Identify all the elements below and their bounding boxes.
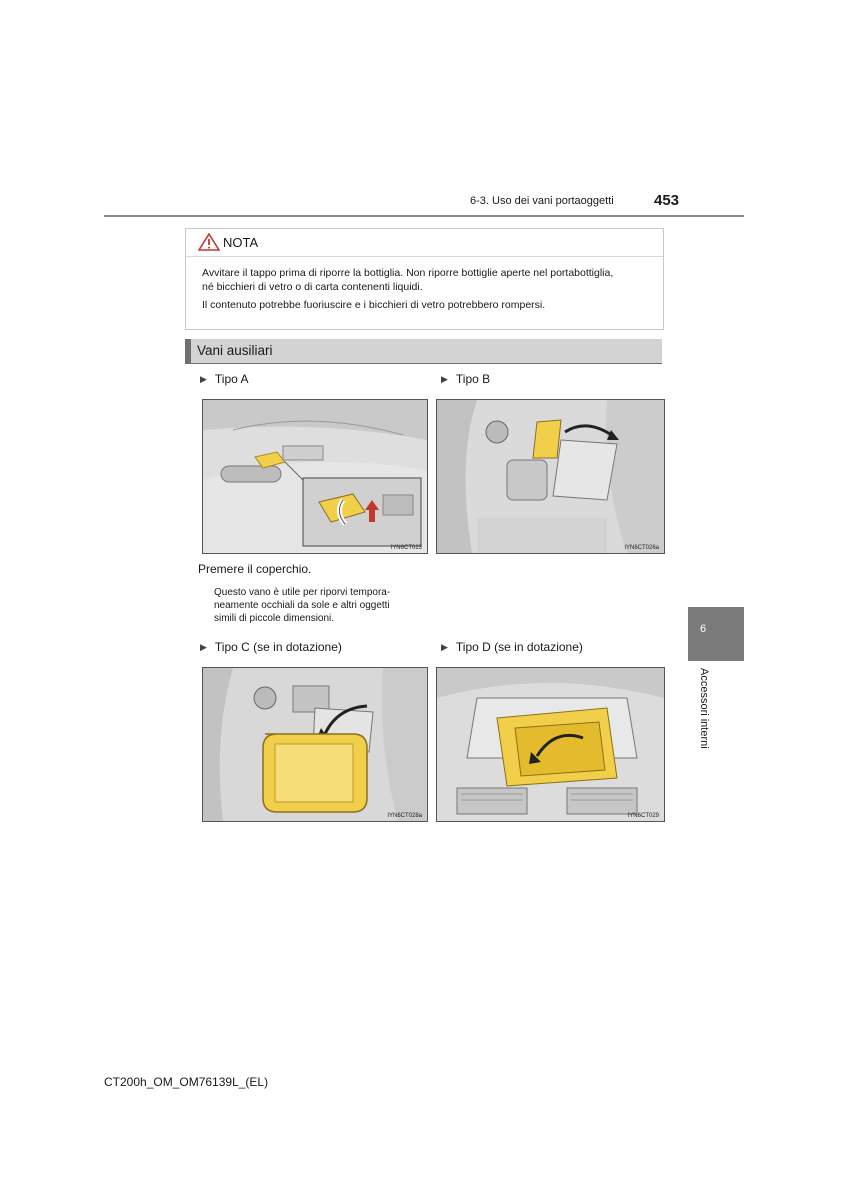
figure-code: IYN6CT028a xyxy=(387,813,422,819)
header-divider xyxy=(104,215,744,217)
page-number: 453 xyxy=(654,192,680,209)
nota-line: Il contenuto potrebbe fuoriuscire e i bicchieri di vetro potrebbero rompersi. xyxy=(202,299,546,311)
nota-text xyxy=(202,266,654,316)
section-header: 6-3. Uso dei vani portaoggetti xyxy=(470,195,614,207)
figure-label-text: Tipo D (se in dotazione) xyxy=(455,640,583,654)
note-line: simili di piccole dimensioni. xyxy=(214,613,335,624)
section-accent xyxy=(185,339,191,363)
footer-code: CT200h_OM_OM76139L_(EL) xyxy=(104,1075,269,1089)
nota-header xyxy=(186,229,663,257)
figure-code: IYN6CT026a xyxy=(624,545,659,551)
nota-label: NOTA xyxy=(223,235,259,250)
bullet-triangle-icon: ▶ xyxy=(441,642,448,652)
figure-type-d xyxy=(436,667,665,822)
note-text xyxy=(214,586,434,625)
note-line: neamente occhiali da sole e altri oggetti xyxy=(214,600,390,611)
bullet-triangle-icon: ▶ xyxy=(200,642,207,652)
figure-label-a xyxy=(200,372,249,386)
note-line: Questo vano è utile per riporvi tempora- xyxy=(214,587,391,598)
figure-type-b xyxy=(436,399,665,554)
figure-b-illustration xyxy=(437,400,664,553)
figure-label-c xyxy=(200,640,342,654)
instruction-step: Premere il coperchio. xyxy=(198,562,312,576)
figure-type-a xyxy=(202,399,428,554)
figure-label-b xyxy=(441,372,490,386)
warning-icon xyxy=(198,233,220,251)
figure-label-d xyxy=(441,640,583,654)
chapter-number: 6 xyxy=(699,623,707,635)
nota-line: né bicchieri di vetro o di carta contenenti liquidi. xyxy=(202,281,423,293)
chapter-tab xyxy=(688,607,744,661)
figure-label-text: Tipo B xyxy=(455,372,491,386)
figure-code: IYN6CT029 xyxy=(627,813,659,819)
bullet-triangle-icon: ▶ xyxy=(200,374,207,384)
bullet-triangle-icon: ▶ xyxy=(441,374,448,384)
chapter-title-vertical: Accessori interni xyxy=(698,668,710,749)
figure-type-c xyxy=(202,667,428,822)
figure-code: IYN6CT023 xyxy=(390,545,422,551)
section-title: Vani ausiliari xyxy=(197,343,273,358)
figure-d-illustration xyxy=(437,668,664,821)
nota-line: Avvitare il tappo prima di riporre la bottiglia. Non riporre bottiglie aperte nel portabottiglia, xyxy=(202,267,614,279)
figure-label-text: Tipo C (se in dotazione) xyxy=(214,640,342,654)
figure-c-illustration xyxy=(203,668,427,821)
nota-box xyxy=(185,228,664,330)
figure-label-text: Tipo A xyxy=(214,372,249,386)
figure-a-illustration xyxy=(203,400,427,553)
section-underline xyxy=(185,363,662,364)
section-heading-bar xyxy=(185,339,662,363)
